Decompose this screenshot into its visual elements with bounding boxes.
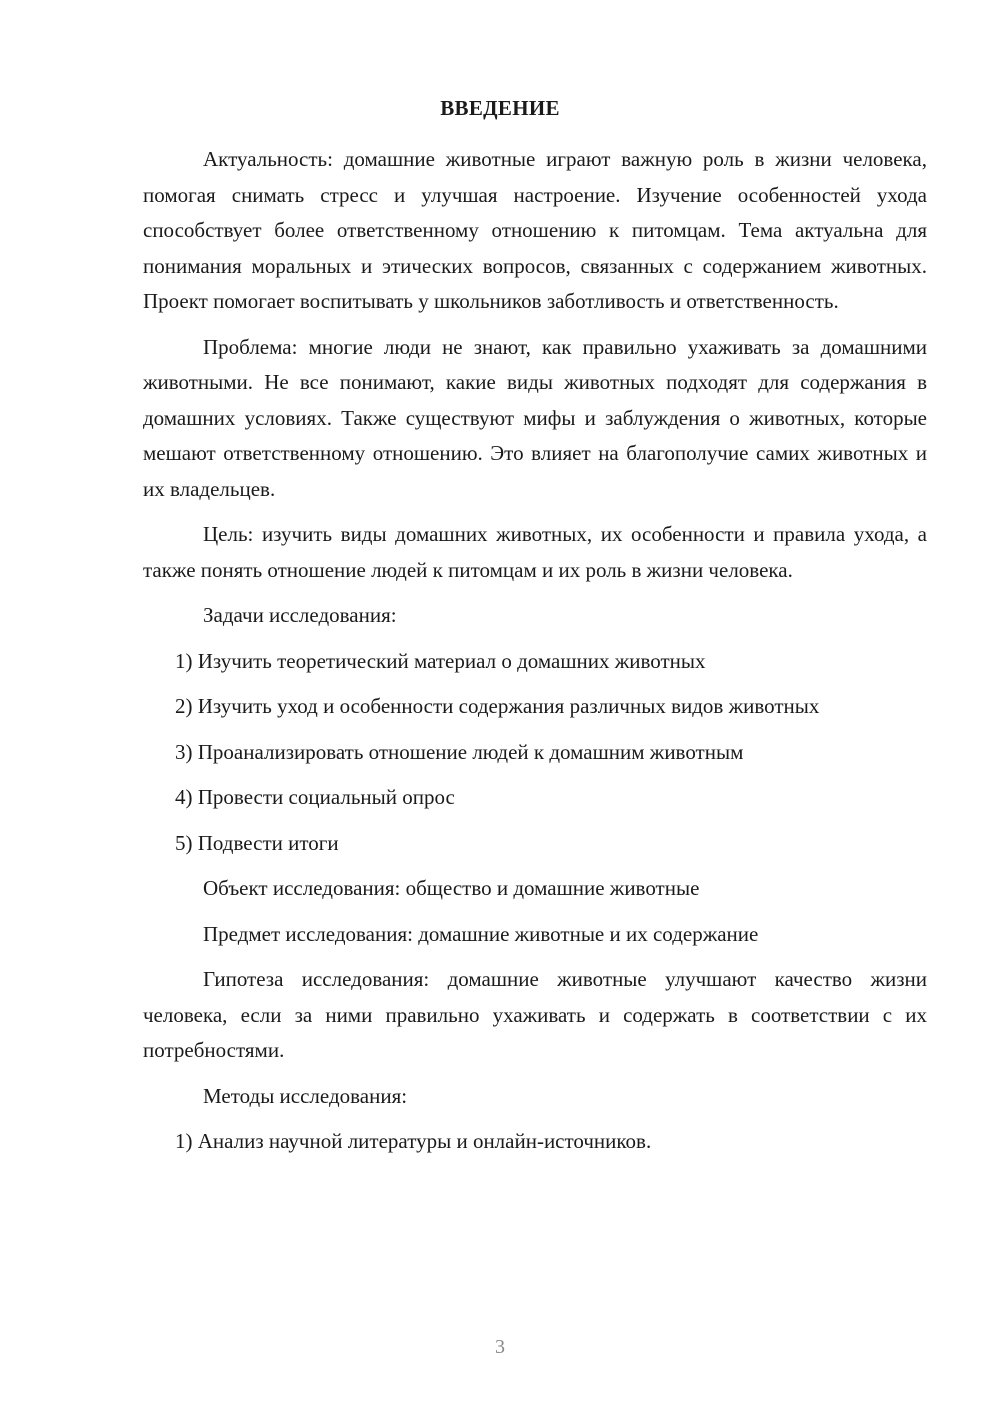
paragraph-hypothesis: Гипотеза исследования: домашние животные улучшают качество жизни человека, если за ними правильно ухаживать и содержать в соответствии с их потребностями. — [143, 967, 927, 1062]
paragraph-goal: Цель: изучить виды домашних животных, их особенности и правила ухода, а также понять отношение людей к питомцам и их роль в жизни человека. — [143, 522, 927, 582]
task-item: 2) Изучить уход и особенности содержания различных видов животных — [175, 694, 820, 718]
body-text — [143, 142, 927, 1170]
paragraph-object: Объект исследования: общество и домашние животные — [203, 876, 700, 900]
paragraph-problem: Проблема: многие люди не знают, как правильно ухаживать за домашними животными. Не все понимают, какие виды животных подходят для содержания в домашних условиях. Также существуют мифы и заблуждения о животных, которые мешают ответственному отношению. Это влияет на благополучие самих животных и их владельцев. — [143, 334, 927, 501]
task-item: 3) Проанализировать отношение людей к домашним животным — [175, 739, 744, 764]
task-item: 1) Изучить теоретический материал о домашних животных — [175, 648, 706, 673]
tasks-heading: Задачи исследования: — [203, 603, 397, 627]
task-item: 4) Провести социальный опрос — [175, 785, 455, 809]
task-item: 5) Подвести итоги — [175, 830, 339, 855]
paragraph-relevance: Актуальность: домашние животные играют важную роль в жизни человека, помогая снимать стресс и улучшая настроение. Изучение особенностей ухода способствует более ответственному отношению к питомцам. Тема актуальна для понимания моральных и этических вопросов, связанных с содержанием животных. Проект помогает воспитывать у школьников заботливость и ответственность. — [143, 147, 927, 313]
page-title: ВВЕДЕНИЕ — [440, 96, 560, 120]
method-item: 1) Анализ научной литературы и онлайн-источников. — [175, 1129, 652, 1153]
paragraph-subject: Предмет исследования: домашние животные и их содержание — [203, 921, 759, 946]
page-number: 3 — [495, 1336, 505, 1358]
methods-heading: Методы исследования: — [203, 1083, 408, 1108]
